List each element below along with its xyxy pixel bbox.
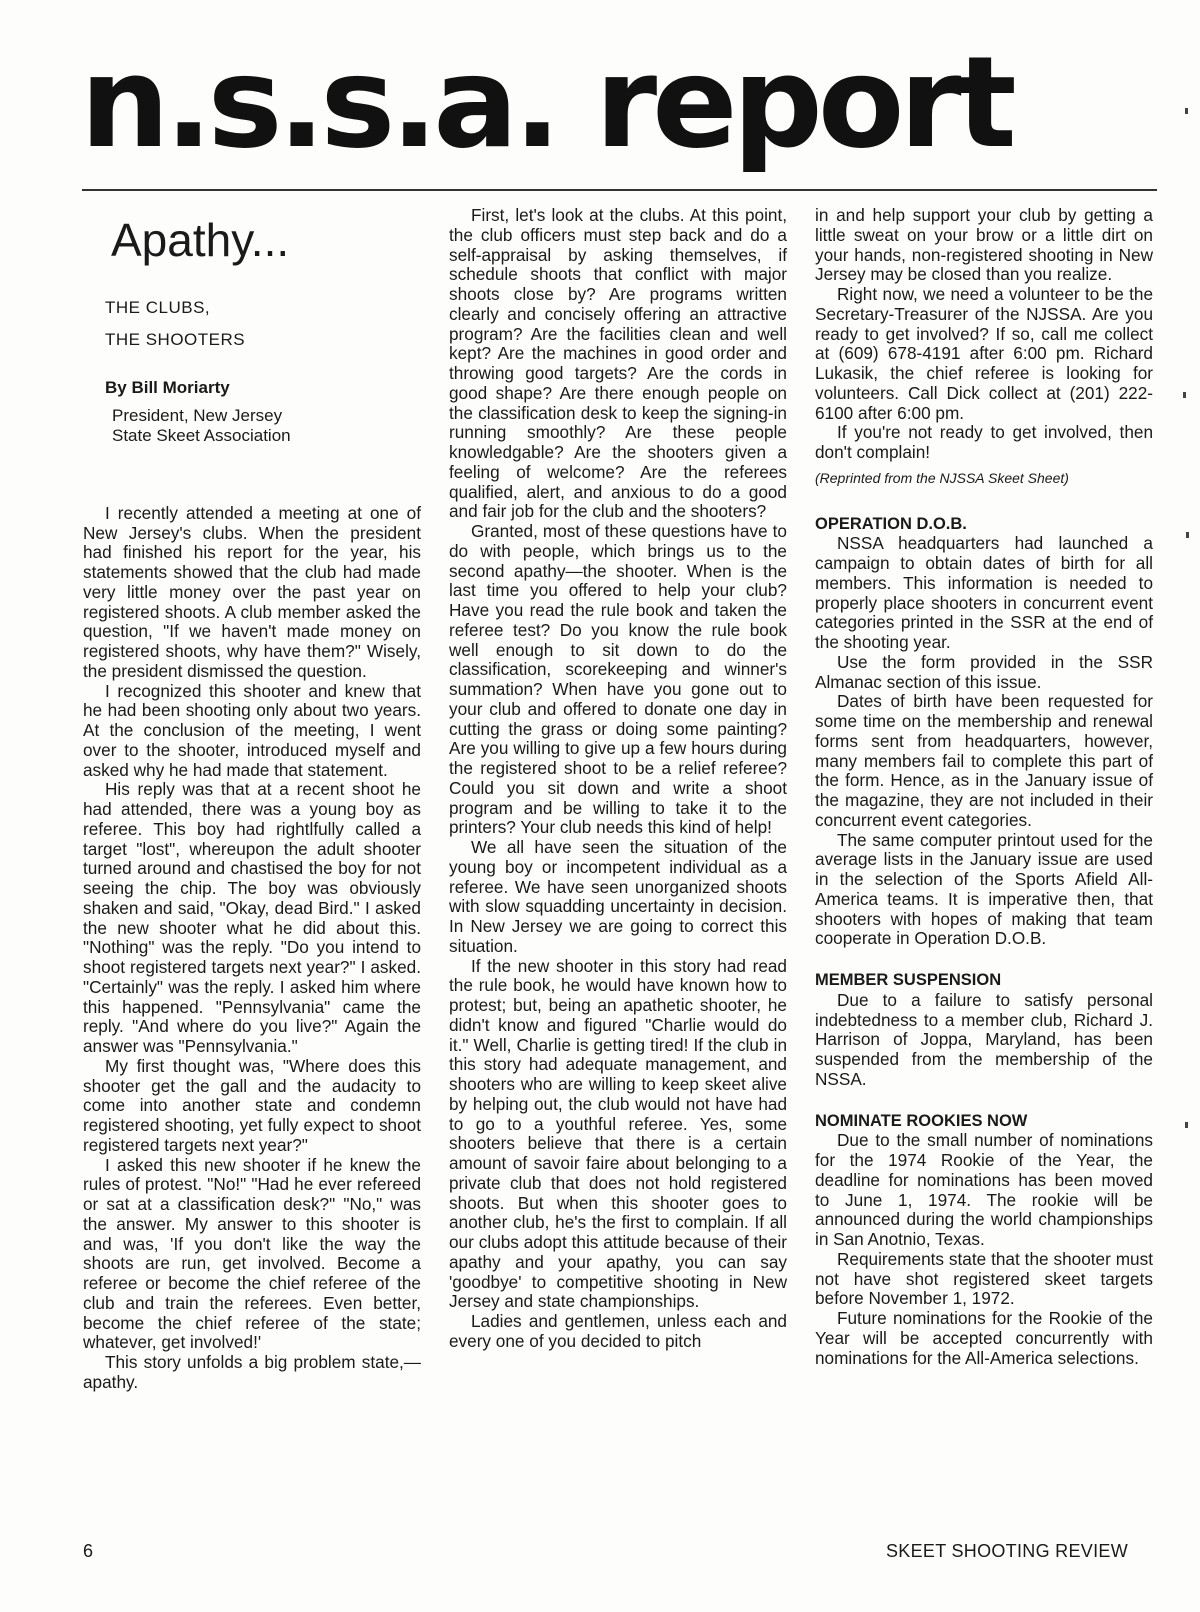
article-paragraph: I recognized this shooter and knew that he had been shooting only about two years. At the conclusion of the meeting, I went over to the shooter, introduced myself and asked why he had made that statement. xyxy=(83,680,421,780)
article-paragraph: Granted, most of these questions have to do with people, which brings us to the second apathy—the shooter. When is the last time you offered to help your club? Have you read the rule book and taken the referee test? Do you know the rule book well enough to sit down to do the classification, scorekeeping and winner's summation? When have you gone out to your club and offered to donate one day in cutting the grass or doing some painting? Are you willing to give up a few hours during the registered shoot to be a relief referee? Could you sit down and write a shoot program and be willing to take it to the printers? Your club needs this kind of help! xyxy=(449,521,787,838)
article-paragraph: I asked this new shooter if he knew the rules of protest. "No!" "Had he ever refereed or sat at a classification desk?" "No," was the answer. My answer to this shooter is and was, 'If you don't like the way the shoots are run, get involved. Become a referee or become the chief referee of the club and train the referees. Even better, become the chief referee of the state; whatever, get involved!' xyxy=(83,1154,421,1353)
scan-speck xyxy=(1185,1122,1188,1128)
article-subtitle-line-1: THE CLUBS, xyxy=(105,298,211,317)
article-paragraph: His reply was that at a recent shoot he had attended, there was a young boy as referee. This boy had rightlfully called a target "lost", whereupon the adult shooter turned around and chastised the boy for not seeing the chip. The boy was obviously shaken and said, "Okay, dead Bird." I asked the new shooter what he did about this. "Nothing" was the reply. "Do you intend to shoot registered targets next year?" I asked. "Certainly" was the reply. I asked him where this happened. "Pennsylvania" came the reply. "And where do you live?" Again the answer was "Pennsylvania." xyxy=(83,779,421,1056)
article-paragraph: First, let's look at the clubs. At this point, the club officers must step back and do a self-appraisal by asking themselves, if schedule shoots that conflict with major shoots close by? Are programs written clearly and concisely offering an attractive program? Are the facilities clean and well kept? Are the machines in good order and throwing good targets? Are the cords in good shape? Are there enough people on the classification desk to keep the signing-in running smoothly? Are these people knowledgable? Are the shooters given a feeling of welcome? Are the referees qualified, alert, and anxious to do a good and fair job for the club and the shooters? xyxy=(449,205,787,522)
article-subtitle-line-2: THE SHOOTERS xyxy=(105,330,246,349)
column-1 xyxy=(83,206,421,1393)
article-paragraph: We all have seen the situation of the young boy or incompetent individual as a referee. We have seen unorganized shoots with slow squadding uncertainty in decision. In New Jersey we are going to correct this situation. xyxy=(449,837,787,956)
article-byline: By Bill Moriarty xyxy=(105,378,230,397)
section-paragraph: The same computer printout used for the average lists in the January issue are used in the selection of the Sports Afield All-America teams. It is imperative then, that shooters with hopes of making that team cooperate in Operation D.O.B. xyxy=(815,829,1153,949)
masthead-rule xyxy=(82,189,1157,191)
article-paragraph: Ladies and gentlemen, unless each and every one of you decided to pitch xyxy=(449,1311,787,1351)
scan-speck xyxy=(1183,392,1186,398)
article-paragraph: in and help support your club by getting a little sweat on your brow or a little dirt on your hands, non-registered shooting in New Jersey may be closed than you realize. xyxy=(815,205,1153,285)
masthead-title: n.s.s.a. report xyxy=(80,29,1012,176)
scan-speck xyxy=(1186,532,1189,538)
article-paragraph: My first thought was, "Where does this shooter get the gall and the audacity to come into another state and condemn registered shooting, yet fully expect to shoot registered targets next year?" xyxy=(83,1055,421,1155)
column-2 xyxy=(449,206,787,1352)
article-paragraph: Right now, we need a volunteer to be the Secretary-Treasurer of the NJSSA. Are you ready to get involved? If so, call me collect at (609) 678-4191 after 6:00 pm. Richard Lukasik, the chief referee is looking for volunteers. Call Dick collect at (201) 222-6100 after 6:00 pm. xyxy=(815,284,1153,423)
publication-name: SKEET SHOOTING REVIEW xyxy=(885,1541,1128,1561)
section-paragraph: Future nominations for the Rookie of the Year will be accepted concurrently with nominations for the All-America selections. xyxy=(815,1308,1153,1368)
author-affiliation-line-1: President, New Jersey xyxy=(112,405,283,425)
page-number: 6 xyxy=(83,1541,94,1561)
section-paragraph: Due to the small number of nominations for the 1974 Rookie of the Year, the deadline for nominations has been moved to June 1, 1974. The rookie will be announced during the world championships in San Anotnio, Texas. xyxy=(815,1130,1153,1249)
section-paragraph: NSSA headquarters had launched a campaign to obtain dates of birth for all members. This information is needed to properly place shooters in concurrent event categories printed in the SSR at the end of the shooting year. xyxy=(815,533,1153,652)
article-title: Apathy... xyxy=(111,214,290,266)
section-paragraph: Dates of birth have been requested for some time on the membership and renewal forms sent from headquarters, however, many members fail to complete this part of the form. Hence, as in the January issue of the magazine, they are not included in their concurrent event categories. xyxy=(815,691,1153,830)
scan-speck xyxy=(1185,108,1188,114)
section-heading-nominate-rookies: NOMINATE ROOKIES NOW xyxy=(815,1111,1028,1130)
section-paragraph: Due to a failure to satisfy personal indebtedness to a member club, Richard J. Harrison of Joppa, Maryland, has been suspended from the membership of the NSSA. xyxy=(815,989,1153,1089)
article-paragraph: I recently attended a meeting at one of New Jersey's clubs. When the president had finished his report for the year, his statements showed that the club had made very little money over the past year on registered shoots. A club member asked the question, "If we haven't made money on registered shoots, why have them?" Wisely, the president dismissed the question. xyxy=(83,502,421,681)
section-paragraph: Requirements state that the shooter must not have shot registered skeet targets before November 1, 1972. xyxy=(815,1248,1153,1309)
article-paragraph: If the new shooter in this story had read the rule book, he would have known how to protest; but, being an apathetic shooter, he didn't know and figured "Charlie would do it." Well, Charlie is getting tired! If the club in this story had adequate management, and shooters who are willing to keep skeet alive by helping out, the club would not have had to go to a youthful referee. Yes, some shooters believe that there is a certain amount of savoir faire about belonging to a private club that does not hold registered shoots. But when this shooter goes to another club, he's the first to complain. If all our clubs adopt this attitude because of their apathy and your apathy, you can say 'goodbye' to competitive shooting in New Jersey and state championships. xyxy=(449,955,787,1312)
article-paragraph: This story unfolds a big problem state,—apathy. xyxy=(83,1352,421,1392)
author-affiliation-line-2: State Skeet Association xyxy=(112,425,291,445)
column-3 xyxy=(815,206,1153,1368)
article-paragraph: If you're not ready to get involved, then don't complain! xyxy=(815,422,1153,462)
reprint-credit: (Reprinted from the NJSSA Skeet Sheet) xyxy=(815,469,1069,486)
section-paragraph: Use the form provided in the SSR Almanac section of this issue. xyxy=(815,651,1153,692)
section-heading-operation-dob: OPERATION D.O.B. xyxy=(815,514,967,533)
section-heading-member-suspension: MEMBER SUSPENSION xyxy=(815,971,1002,989)
